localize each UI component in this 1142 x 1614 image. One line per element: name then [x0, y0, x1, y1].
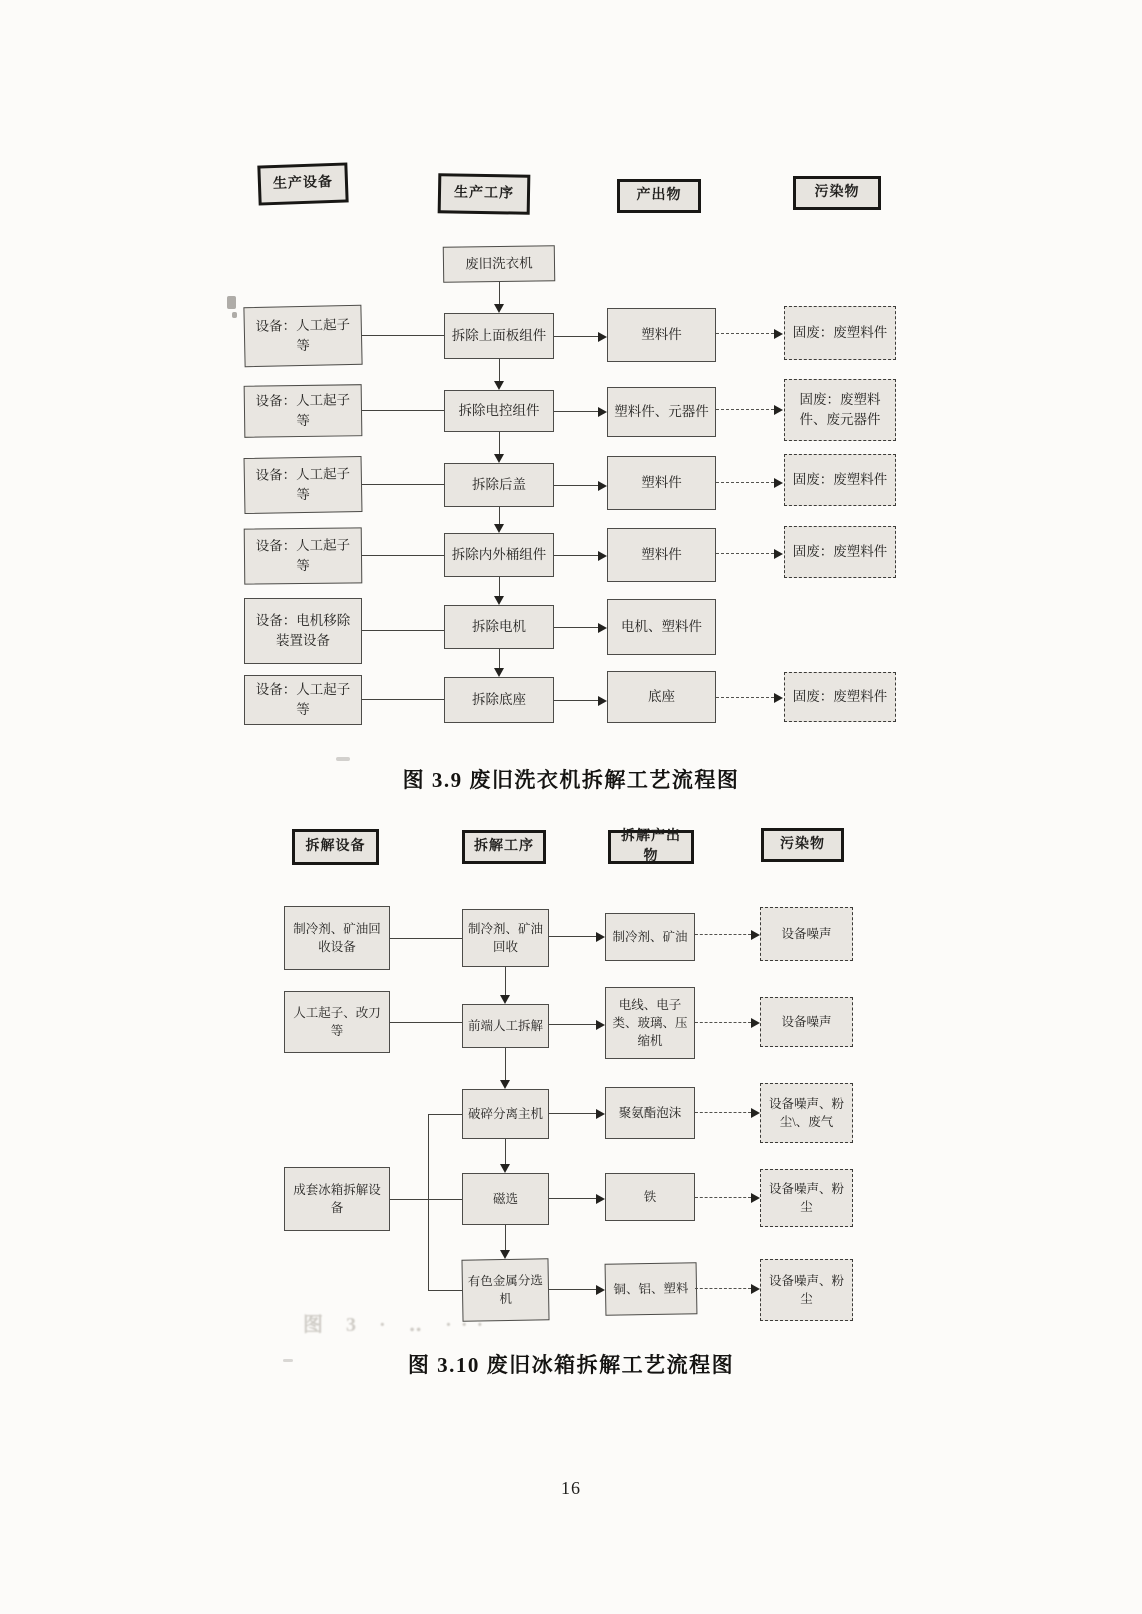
fig1-flow-arrow-down: [499, 432, 500, 454]
scan-artifact: [336, 757, 350, 761]
fig2-pollution-arrow: [695, 1288, 751, 1289]
fig1-row3-equipment: 设备：人工起子等: [244, 456, 363, 514]
fig2-pollution-arrow: [695, 1022, 751, 1023]
fig2-row5-output: 铜、铝、塑料: [605, 1262, 698, 1316]
fig1-header-output: 产出物: [617, 179, 701, 213]
fig1-row6-output: 底座: [607, 671, 716, 723]
fig2-row4-output: 铁: [605, 1173, 695, 1221]
fig2-header-pollutant: 污染物: [761, 828, 844, 862]
fig2-header-output: 拆解产出物: [608, 830, 694, 864]
figure1-caption: 图 3.9 废旧洗衣机拆解工艺流程图: [402, 768, 740, 792]
fig2-row2-process: 前端人工拆解: [462, 1004, 549, 1048]
fig1-pollution-arrow: [716, 697, 774, 698]
fig1-header-equipment: 生产设备: [257, 162, 348, 205]
fig1-row2-pollution: 固废：废塑料件、废元器件: [784, 379, 896, 441]
fig2-row1-pollution: 设备噪声: [760, 907, 853, 961]
fig1-pollution-arrow: [716, 482, 774, 483]
fig2-header-equipment: 拆解设备: [292, 829, 379, 865]
fig1-flow-arrow-down: [499, 577, 500, 596]
fig2-row4-process: 磁选: [462, 1173, 549, 1225]
fig1-equipment-line: [362, 484, 444, 485]
fig1-row2-output: 塑料件、元器件: [607, 387, 716, 437]
fig1-output-arrow: [554, 336, 598, 337]
fig2-row1-process: 制冷剂、矿油回收: [462, 909, 549, 967]
fig2-row3-output: 聚氨酯泡沫: [605, 1087, 695, 1139]
fig1-row1-output: 塑料件: [607, 308, 716, 362]
fig1-row3-pollution: 固废：废塑料件: [784, 454, 896, 506]
fig1-equipment-line: [362, 630, 444, 631]
fig1-flow-arrow-down: [499, 507, 500, 524]
scan-artifact: [227, 296, 236, 309]
fig1-row6-pollution: 固废：废塑料件: [784, 672, 896, 722]
fig1-equipment-line: [362, 410, 444, 411]
fig2-output-arrow: [549, 936, 596, 937]
fig2-pollution-arrow: [695, 934, 751, 935]
fig1-equipment-line: [362, 555, 444, 556]
fig1-row5-output: 电机、塑料件: [607, 599, 716, 655]
page-number: 16: [561, 1478, 581, 1498]
fig1-header-process: 生产工序: [438, 173, 531, 215]
fig1-output-arrow: [554, 627, 598, 628]
fig1-row2-equipment: 设备：人工起子等: [244, 384, 363, 438]
fig2-bracket-stub: [428, 1114, 462, 1115]
fig1-source-node: 废旧洗衣机: [443, 245, 555, 283]
fig1-pollution-arrow: [716, 553, 774, 554]
fig2-equipment-line: [390, 1199, 462, 1200]
fig1-flow-arrow-down: [499, 282, 500, 304]
fig2-equipment-line: [390, 938, 462, 939]
fig2-output-arrow: [549, 1024, 596, 1025]
fig1-row3-output: 塑料件: [607, 456, 716, 510]
fig2-row1-output: 制冷剂、矿油: [605, 913, 695, 961]
fig1-flow-arrow-down: [499, 649, 500, 668]
fig2-output-arrow: [549, 1289, 596, 1290]
fig2-bracket-stub: [428, 1290, 462, 1291]
fig1-row4-equipment: 设备：人工起子等: [244, 527, 363, 584]
fig1-row5-process: 拆除电机: [444, 605, 554, 649]
fig1-row6-process: 拆除底座: [444, 677, 554, 723]
fig1-row4-output: 塑料件: [607, 528, 716, 582]
fig2-header-process: 拆解工序: [462, 830, 546, 864]
fig1-output-arrow: [554, 555, 598, 556]
fig1-output-arrow: [554, 485, 598, 486]
fig2-pollution-arrow: [695, 1112, 751, 1113]
fig1-row4-process: 拆除内外桶组件: [444, 533, 554, 577]
fig2-pollution-arrow: [695, 1197, 751, 1198]
fig1-equipment-line: [362, 699, 444, 700]
figure2-caption: 图 3.10 废旧冰箱拆解工艺流程图: [407, 1353, 735, 1377]
fig1-row1-equipment: 设备：人工起子等: [243, 305, 362, 367]
fig2-row3-pollution: 设备噪声、粉尘\、废气: [760, 1083, 853, 1143]
fig1-row1-pollution: 固废：废塑料件: [784, 306, 896, 360]
fig1-pollution-arrow: [716, 333, 774, 334]
fig2-flow-arrow-down: [505, 967, 506, 995]
fig1-row4-pollution: 固废：废塑料件: [784, 526, 896, 578]
fig2-row4-pollution: 设备噪声、粉尘: [760, 1169, 853, 1227]
fig1-flow-arrow-down: [499, 359, 500, 381]
fig1-header-pollutant: 污染物: [793, 176, 881, 210]
fig2-flow-arrow-down: [505, 1225, 506, 1250]
fig2-row5-process: 有色金属分选机: [461, 1258, 549, 1322]
fig2-equipment-line: [390, 1022, 462, 1023]
fig2-row4-equipment: 成套冰箱拆解设备: [284, 1167, 390, 1231]
fig1-row3-process: 拆除后盖: [444, 463, 554, 507]
fig1-equipment-line: [362, 335, 444, 336]
fig2-output-arrow: [549, 1113, 596, 1114]
fig2-row1-equipment: 制冷剂、矿油回收设备: [284, 906, 390, 970]
fig2-flow-arrow-down: [505, 1048, 506, 1080]
fig2-row2-equipment: 人工起子、改刀等: [284, 991, 390, 1053]
fig1-row5-equipment: 设备：电机移除装置设备: [244, 598, 362, 664]
fig1-output-arrow: [554, 411, 598, 412]
fig1-output-arrow: [554, 700, 598, 701]
fig1-row1-process: 拆除上面板组件: [444, 313, 554, 359]
scan-artifact: [232, 312, 237, 318]
fig2-row5-pollution: 设备噪声、粉尘: [760, 1259, 853, 1321]
fig2-flow-arrow-down: [505, 1139, 506, 1164]
scan-artifact: [283, 1359, 293, 1362]
ghost-print-artifact: 图 3 · ‥ ···: [303, 1314, 493, 1336]
fig2-row2-output: 电线、电子类、玻璃、压缩机: [605, 987, 695, 1059]
fig1-row6-equipment: 设备：人工起子等: [244, 675, 362, 725]
fig1-row2-process: 拆除电控组件: [444, 390, 554, 432]
fig1-pollution-arrow: [716, 409, 774, 410]
fig2-bracket-line: [428, 1114, 429, 1290]
fig2-row2-pollution: 设备噪声: [760, 997, 853, 1047]
fig2-row3-process: 破碎分离主机: [462, 1089, 549, 1139]
fig2-output-arrow: [549, 1198, 596, 1199]
